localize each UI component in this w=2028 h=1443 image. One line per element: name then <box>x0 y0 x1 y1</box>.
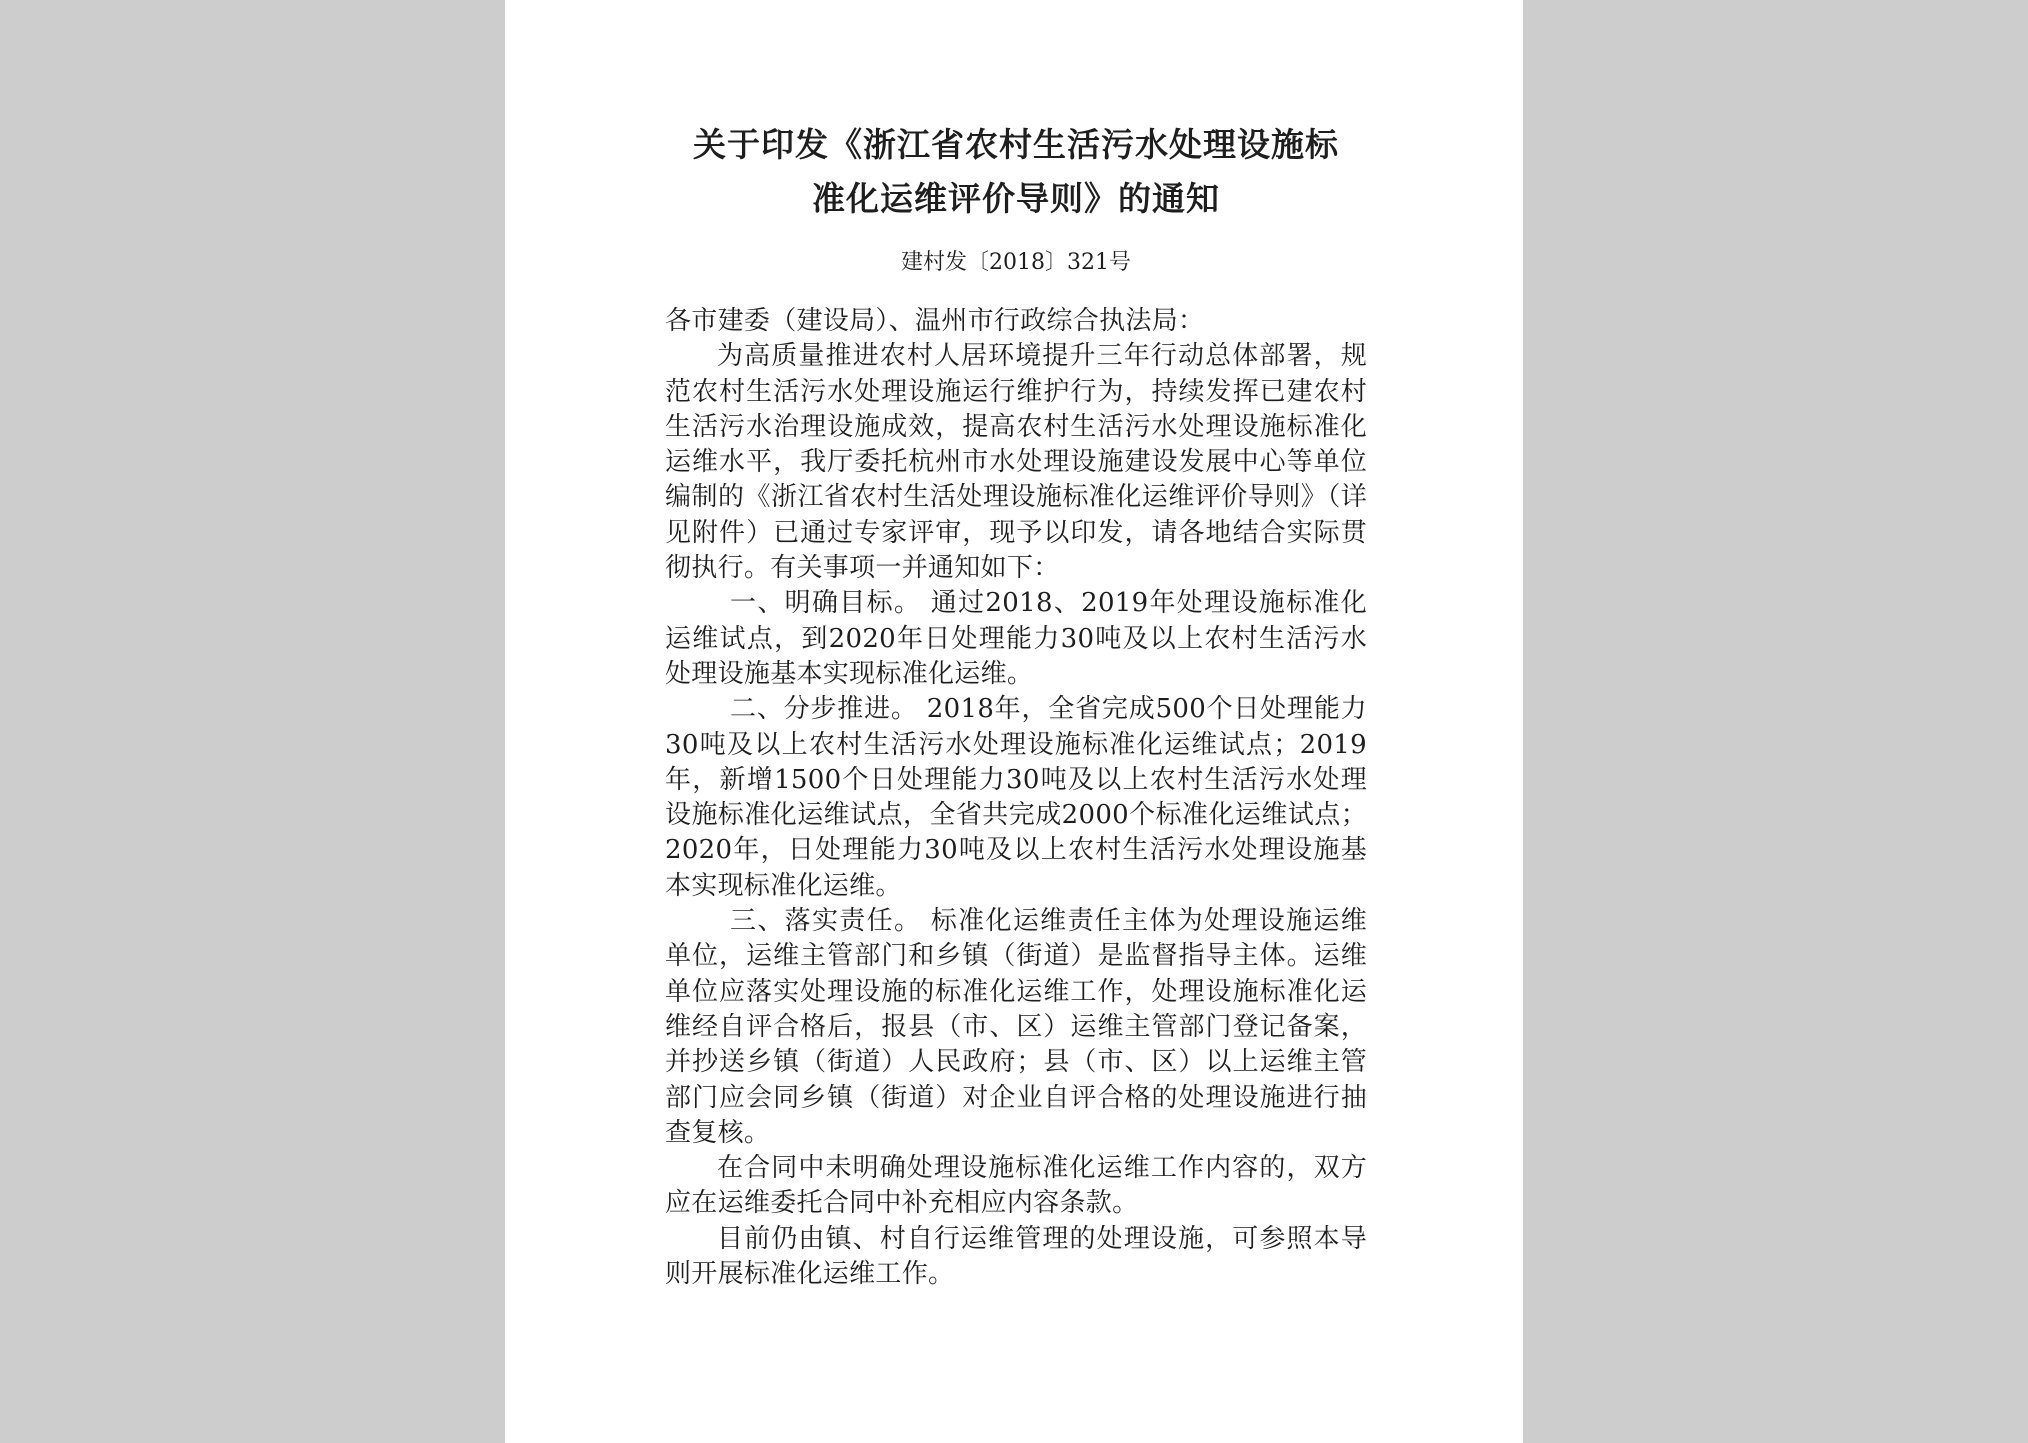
title-line-2: 准化运维评价导则》的通知 <box>812 179 1220 218</box>
paragraph-goal: 一、明确目标。 通过2018、2019年处理设施标准化运维试点，到2020年日处理能力30吨及以上农村生活污水处理设施基本实现标准化运维。 <box>665 588 1367 689</box>
document-number: 建村发〔2018〕321号 <box>901 250 1131 275</box>
salutation: 各市建委（建设局）、温州市行政综合执法局： <box>665 306 1205 336</box>
paragraph-responsibility: 三、落实责任。 标准化运维责任主体为处理设施运维单位，运维主管部门和乡镇（街道）是监督指导主体。运维单位应落实处理设施的标准化运维工作，处理设施标准化运维经自评合格后，报县（市、区）运维主管部门登记备案，并抄送乡镇（街道）人民政府；县（市、区）以上运维主管部门应会同乡镇（街道）对企业自评合格的处理设施进行抽查复核。 <box>665 906 1367 1148</box>
paragraph-intro: 为高质量推进农村人居环境提升三年行动总体部署，规范农村生活污水处理设施运行维护行为，持续发挥已建农村生活污水治理设施成效，提高农村生活污水处理设施标准化运维水平，我厅委托杭州市水处理设施建设发展中心等单位编制的《浙江省农村生活处理设施标准化运维评价导则》（详见附件）已通过专家评审，现予以印发，请各地结合实际贯彻执行。有关事项一并通知如下： <box>665 341 1367 584</box>
paragraph-steps: 二、分步推进。 2018年，全省完成500个日处理能力30吨及以上农村生活污水处理设施标准化运维试点；2019年，新增1500个日处理能力30吨及以上农村生活污水处理设施标准化运维试点，全省共完成2000个标准化运维试点；2020年，日处理能力30吨及以上农村生活污水处理设施基本实现标准化运维。 <box>665 694 1367 901</box>
document-title <box>665 118 1367 226</box>
paragraph-contract: 在合同中未明确处理设施标准化运维工作内容的，双方应在运维委托合同中补充相应内容条款。 <box>665 1153 1367 1219</box>
document-page <box>505 0 1523 1443</box>
paragraph-self-managed: 目前仍由镇、村自行运维管理的处理设施，可参照本导则开展标准化运维工作。 <box>665 1223 1367 1290</box>
document-body <box>665 118 1367 1292</box>
title-line-1: 关于印发《浙江省农村生活污水处理设施标 <box>693 125 1339 164</box>
